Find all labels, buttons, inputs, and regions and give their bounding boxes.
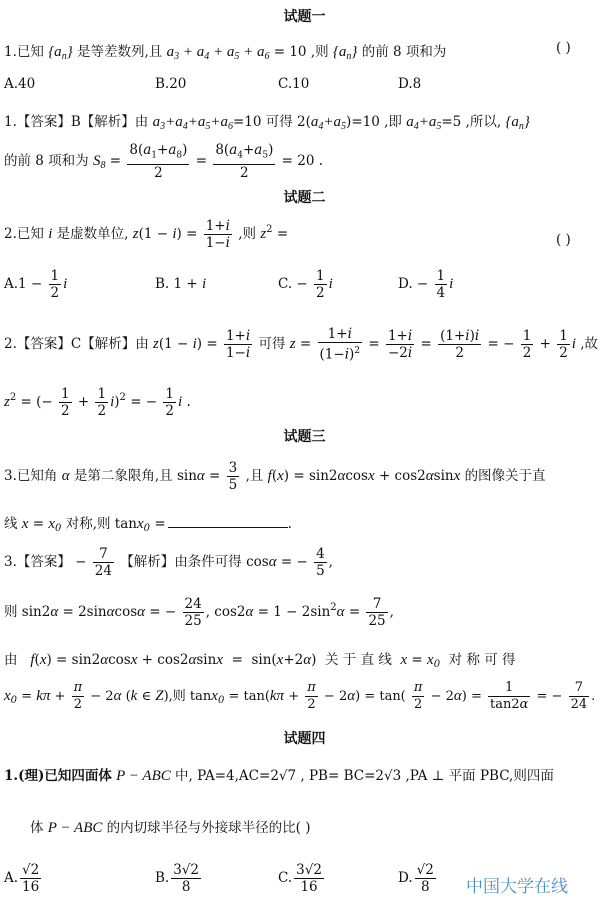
q2-option-c: C. − $\frac{1}{2}$ i: [278, 268, 333, 301]
q1-answer-line2: 的前 8 项和为 $S_8$ = $\frac{8(a_1+a_8)}{2}$ = $\frac{8(a_4+a_5)}{2}$ = 20 .: [4, 142, 324, 181]
q1-option-d: D.8: [398, 76, 422, 92]
q1-option-c: C.10: [278, 76, 310, 92]
q4-option-c: C. $\frac{3√2}{16}$: [278, 862, 322, 895]
q2-option-a: A.1 − $\frac{1}{2}$ i: [4, 268, 68, 301]
q3-answer-line3: 由 f(x) = sin2αcosx + cos2αsinx = sin(x+2α) 关 于 直 线 $x = x_0$ 对 称 可 得: [4, 652, 516, 670]
q2-paren: ( ): [556, 232, 571, 248]
q1-option-b: B.20: [155, 76, 187, 92]
q3-answer-line4: $x_0 = k\pi$ + $\frac{\pi}{2}$ − 2α (k ∈ Z),则 tanx$_0$ = tan(kπ + $\frac{\pi}{2}$ − 2α) = tan( $\frac{\pi}{2}$ − 2α) = $\frac{1}{\tan 2\alpha}$ = − $\frac{7}{24}$ .: [4, 680, 596, 712]
q4-option-a: A. $\frac{√2}{16}$: [4, 862, 40, 895]
q1-answer-line1: 1.【答案】B【解析】由 $a_3+a_4+a_5+a_6=10$ 可得 $2(a_4+a_5)=10$ ,即 $a_4+a_5=5$ ,所以, $\{a_n\}$: [4, 114, 530, 132]
section-title-2: 试题二: [283, 190, 326, 206]
answer-blank: [168, 527, 288, 528]
q2-option-d: D. − $\frac{1}{4}$ i: [398, 268, 454, 301]
q4-option-b: B. $\frac{3√2}{8}$: [155, 862, 199, 895]
q1-paren: ( ): [556, 40, 571, 56]
q2-option-b: B. 1 + i: [155, 276, 207, 292]
q3-stem-line1: 3.已知角 α 是第二象限角,且 sinα = $\frac{3}{5}$ ,且 f(x) = sin2αcosx + cos2αsinx 的图像关于直: [4, 460, 546, 493]
q1-stem: 1.已知 $\{a_n\}$ 是等差数列,且 $a_3 + a_4 + a_5 + a_6 = 10$ ,则 $\{a_n\}$ 的前 8 项和为: [4, 44, 447, 62]
q4-stem-line1: 1.(理)已知四面体 P − ABC 中, PA=4,AC=2√7 , PB= BC=2√3 ,PA ⊥ 平面 PBC,则四面: [4, 768, 554, 784]
q2-answer-line1: 2.【答案】C【解析】由 z(1 − i) = $\frac{1+i}{1-i}$ 可得 z = $\frac{1+i}{(1-i)^2}$ = $\frac{1+i}{-2i}$ = $\frac{(1+i)i}{2}$ = − $\frac{1}{2}$ + $\frac{1}{2}$ i ,故: [4, 326, 599, 363]
q1-option-a: A.40: [4, 76, 36, 92]
q4-stem-line2: 体 P − ABC 的内切球半径与外接球半径的比( ): [30, 820, 311, 836]
section-title-4: 试题四: [283, 731, 326, 747]
q2-stem: 2.已知 i 是虚数单位, z(1 − i) = $\frac{1+i}{1-i}$ ,则 $z^2$ =: [4, 218, 289, 251]
q2-answer-line2: $z^2$ = (− $\frac{1}{2}$ + $\frac{1}{2}$ i)$^2$ = − $\frac{1}{2}$ i .: [4, 386, 191, 419]
q3-stem-line2: 线 $x = x_0$ 对称,则 tanx$_0$ = .: [4, 516, 292, 534]
q3-answer-line2: 则 sin2α = 2sinαcosα = − $\frac{24}{25}$ , $\cos 2\alpha = 1 - 2\sin^2\alpha$ = $\frac{7}{25}$ ,: [4, 596, 394, 629]
section-title-3: 试题三: [283, 429, 326, 445]
section-title-1: 试题一: [283, 9, 326, 25]
q4-option-d: D. $\frac{√2}{8}$: [398, 862, 434, 895]
q3-answer-line1: 3.【答案】 − $\frac{7}{24}$ 【解析】由条件可得 cosα = − $\frac{4}{5}$ ,: [4, 546, 333, 579]
watermark-text: 中国大学在线: [466, 877, 568, 897]
